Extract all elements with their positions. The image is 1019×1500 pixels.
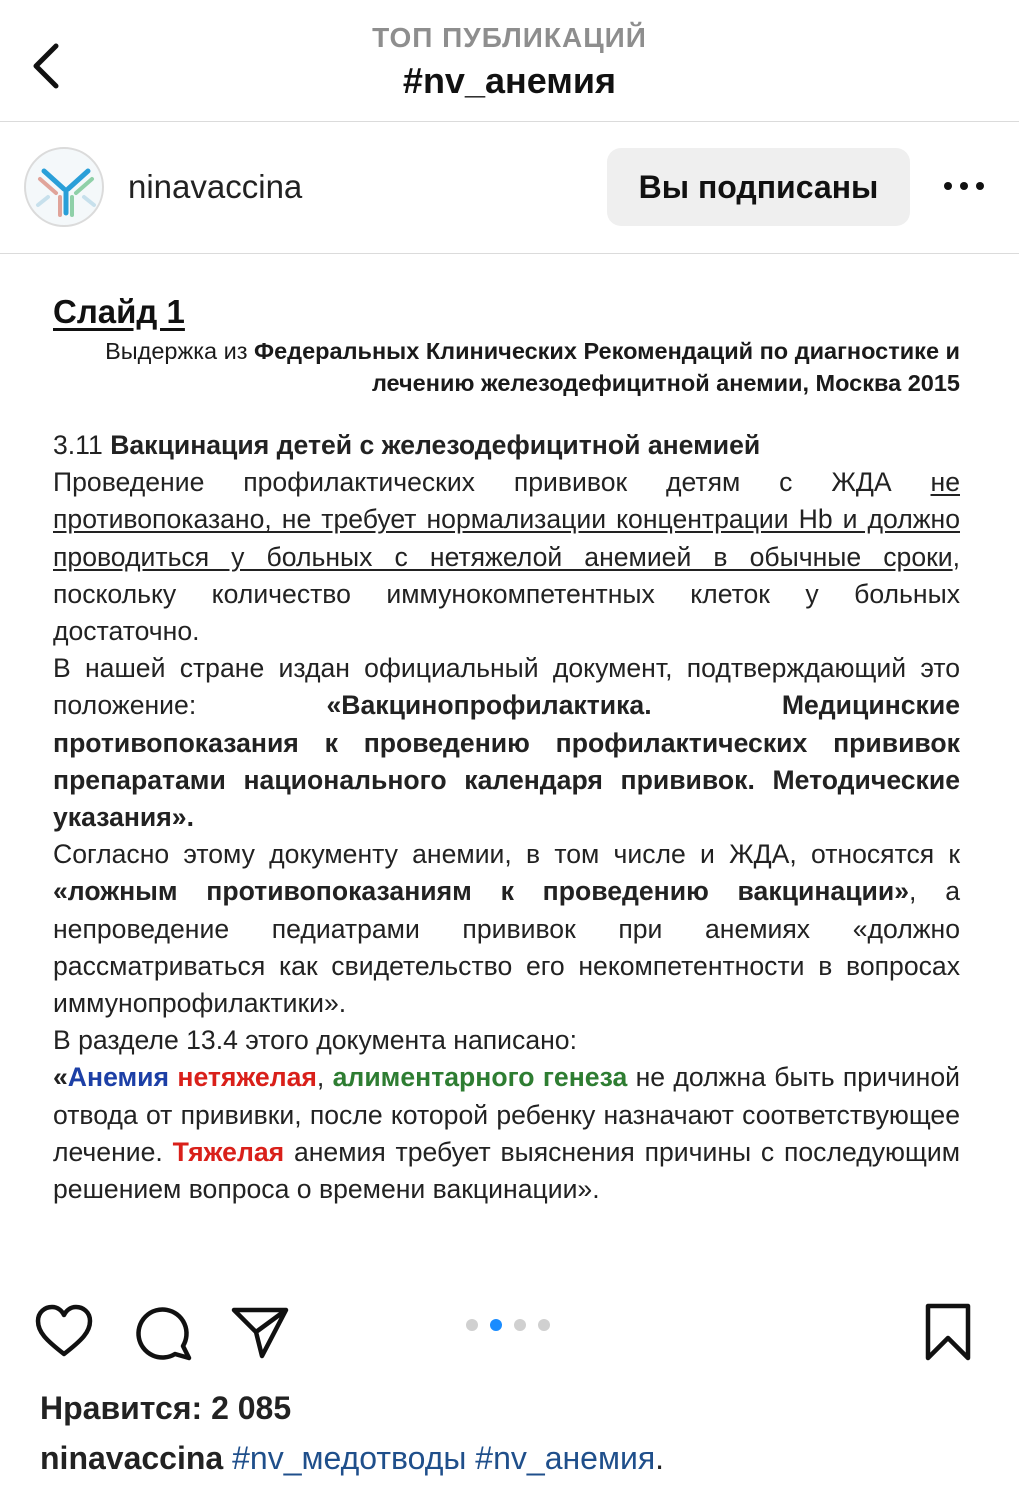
post-image-slide[interactable] xyxy=(0,255,1019,1270)
p3-text: Согласно этому документу анемии, в том числе и ЖДА, относятся к xyxy=(53,839,960,870)
slide-body xyxy=(53,427,960,1208)
author-username[interactable]: ninavaccina xyxy=(128,168,303,205)
slide-source-note xyxy=(100,335,960,399)
comment-icon[interactable] xyxy=(133,1302,193,1362)
p1-text-end: , поскольку количество иммунокомпетентных клеток у больных достаточно. xyxy=(53,541,960,647)
word-mild: нетяжелая xyxy=(177,1062,317,1093)
following-button[interactable]: Вы подписаны xyxy=(607,148,910,226)
more-icon[interactable] xyxy=(940,170,988,200)
bookmark-icon[interactable] xyxy=(918,1302,978,1362)
antibody-logo-icon xyxy=(26,149,104,227)
p1-underlined: не противопоказано, не требует нормализации концентрации Hb и должно проводиться у больных с нетяжелой анемией в обычные сроки xyxy=(53,467,960,572)
carousel-dot xyxy=(514,1319,526,1331)
paragraph-4: В разделе 13.4 этого документа написано: xyxy=(53,1025,577,1056)
hashtag-title: #nv_анемия xyxy=(402,60,617,101)
paragraph-2 xyxy=(53,650,960,836)
comma: , xyxy=(316,1062,333,1093)
slide-title: Слайд 1 xyxy=(53,293,185,330)
post-caption xyxy=(40,1440,664,1477)
avatar[interactable] xyxy=(24,147,104,227)
post-author-row xyxy=(0,122,1019,254)
p3-text-end: , а непроведение педиатрами прививок при анемиях «должно рассматриваться как свидетельство его некомпетентности в вопросах иммунопрофилактики». xyxy=(53,876,960,1019)
share-icon[interactable] xyxy=(230,1302,290,1362)
heart-icon[interactable] xyxy=(34,1302,94,1362)
top-bar xyxy=(0,0,1019,122)
p5-text-end: анемия требует выяснения причины с последующим решением вопроса о времени вакцинации». xyxy=(53,1136,960,1205)
caption-username[interactable]: ninavaccina xyxy=(40,1440,224,1476)
paragraph-1 xyxy=(53,464,960,650)
section-heading xyxy=(53,427,960,464)
carousel-dot-active xyxy=(490,1319,502,1331)
carousel-indicator xyxy=(466,1318,562,1332)
caption-end: . xyxy=(655,1440,665,1476)
word-anemia: Анемия xyxy=(67,1062,170,1093)
header-subtitle: ТОП ПУБЛИКАЦИЙ xyxy=(372,22,647,53)
word-severe: Тяжелая xyxy=(172,1136,285,1167)
p1-text: Проведение профилактических прививок детям с ЖДА xyxy=(53,467,931,498)
p5-text: не должна быть причиной отвода от прививки, после которой ребенку назначают соответствующее лечение. xyxy=(53,1062,960,1167)
post-actions xyxy=(0,1290,1019,1370)
quote-open: « xyxy=(53,1062,68,1093)
likes-count[interactable]: Нравится: 2 085 xyxy=(40,1390,292,1426)
section-number: 3.11 xyxy=(53,430,111,460)
carousel-dot xyxy=(466,1319,478,1331)
excerpt-source: Федеральных Клинических Рекомендаций по диагностике и лечению железодефицитной анемии, Москва 2015 xyxy=(254,338,960,396)
p3-bold: «ложным противопоказаниям к проведению вакцинации» xyxy=(53,876,910,907)
paragraph-3 xyxy=(53,836,960,1022)
excerpt-prefix: Выдержка из xyxy=(105,338,255,364)
hashtag-link[interactable]: #nv_анемия xyxy=(475,1440,656,1476)
p2-document-title: «Вакцинопрофилактика. Медицинские противопоказания к проведению профилактических прививок препаратами национального календаря прививок. Методические указания». xyxy=(53,690,961,833)
word-alimentary: алиментарного генеза xyxy=(332,1062,628,1093)
p2-text: В нашей стране издан официальный документ, подтверждающий это положение: xyxy=(53,653,960,721)
section-title: Вакцинация детей с железодефицитной анемией xyxy=(110,430,761,460)
paragraph-5 xyxy=(53,1059,960,1208)
carousel-dot xyxy=(538,1319,550,1331)
hashtag-link[interactable]: #nv_медотводы xyxy=(232,1440,467,1476)
